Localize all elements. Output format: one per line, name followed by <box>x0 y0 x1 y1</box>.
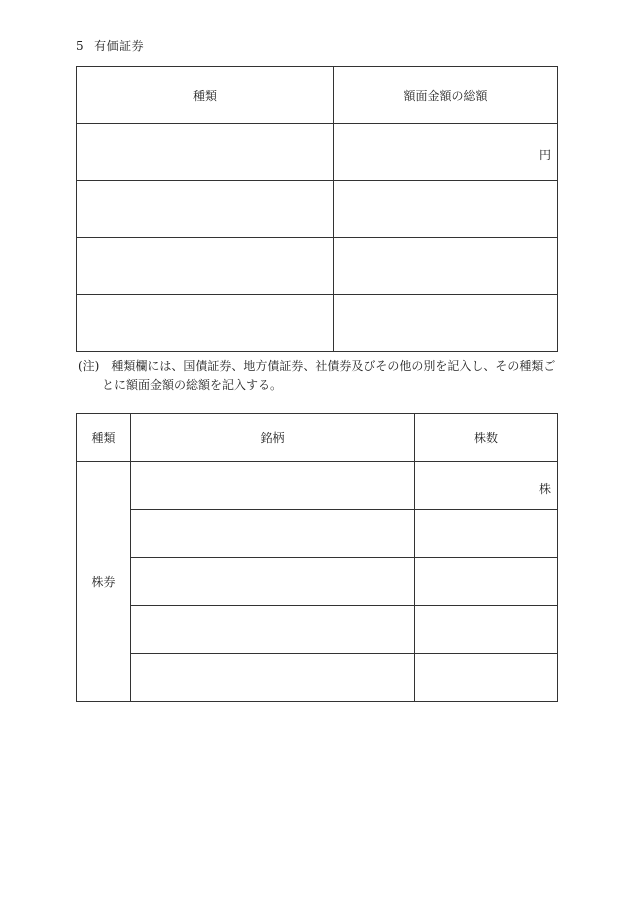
table-row <box>77 510 558 558</box>
amount-cell <box>334 295 558 352</box>
table-row <box>77 558 558 606</box>
section-title-text: 有価証券 <box>94 39 145 53</box>
shares-cell <box>415 510 558 558</box>
table-row <box>77 238 558 295</box>
issue-cell <box>131 462 415 510</box>
shares-cell <box>415 654 558 702</box>
kind-cell <box>77 181 334 238</box>
table-header-row <box>77 67 558 124</box>
note-line-1 <box>78 357 556 376</box>
note-line-2: とに額面金額の総額を記入する。 <box>102 378 283 392</box>
header-kind: 種類 <box>77 414 131 462</box>
table-row <box>77 124 558 181</box>
amount-cell <box>334 238 558 295</box>
amount-cell <box>334 124 558 181</box>
section-number: 5 <box>76 39 85 53</box>
shares-cell <box>415 606 558 654</box>
table-row <box>77 654 558 702</box>
kind-cell-stock: 株券 <box>77 462 131 702</box>
table-row <box>77 181 558 238</box>
table-header-row <box>77 414 558 462</box>
shares-unit: 株 <box>538 482 551 496</box>
note <box>78 357 556 395</box>
header-share-count: 株数 <box>415 414 558 462</box>
header-face-value-total: 額面金額の総額 <box>334 67 558 124</box>
issue-cell <box>131 510 415 558</box>
amount-unit: 円 <box>538 148 551 162</box>
kind-cell <box>77 238 334 295</box>
amount-cell <box>334 181 558 238</box>
table-row <box>77 606 558 654</box>
issue-cell <box>131 606 415 654</box>
section-title <box>76 37 144 54</box>
shares-cell <box>415 558 558 606</box>
table-row <box>77 462 558 510</box>
shares-cell <box>415 462 558 510</box>
kind-cell <box>77 124 334 181</box>
header-issue-name: 銘柄 <box>131 414 415 462</box>
table-row <box>77 295 558 352</box>
issue-cell <box>131 654 415 702</box>
header-kind: 種類 <box>77 67 334 124</box>
securities-table <box>76 66 558 352</box>
note-label: (注) <box>78 359 100 373</box>
kind-cell <box>77 295 334 352</box>
issue-cell <box>131 558 415 606</box>
stocks-table <box>76 413 558 702</box>
note-text-1: 種類欄には、国債証券、地方債証券、社債券及びその他の別を記入し、その種類ご <box>111 359 556 373</box>
